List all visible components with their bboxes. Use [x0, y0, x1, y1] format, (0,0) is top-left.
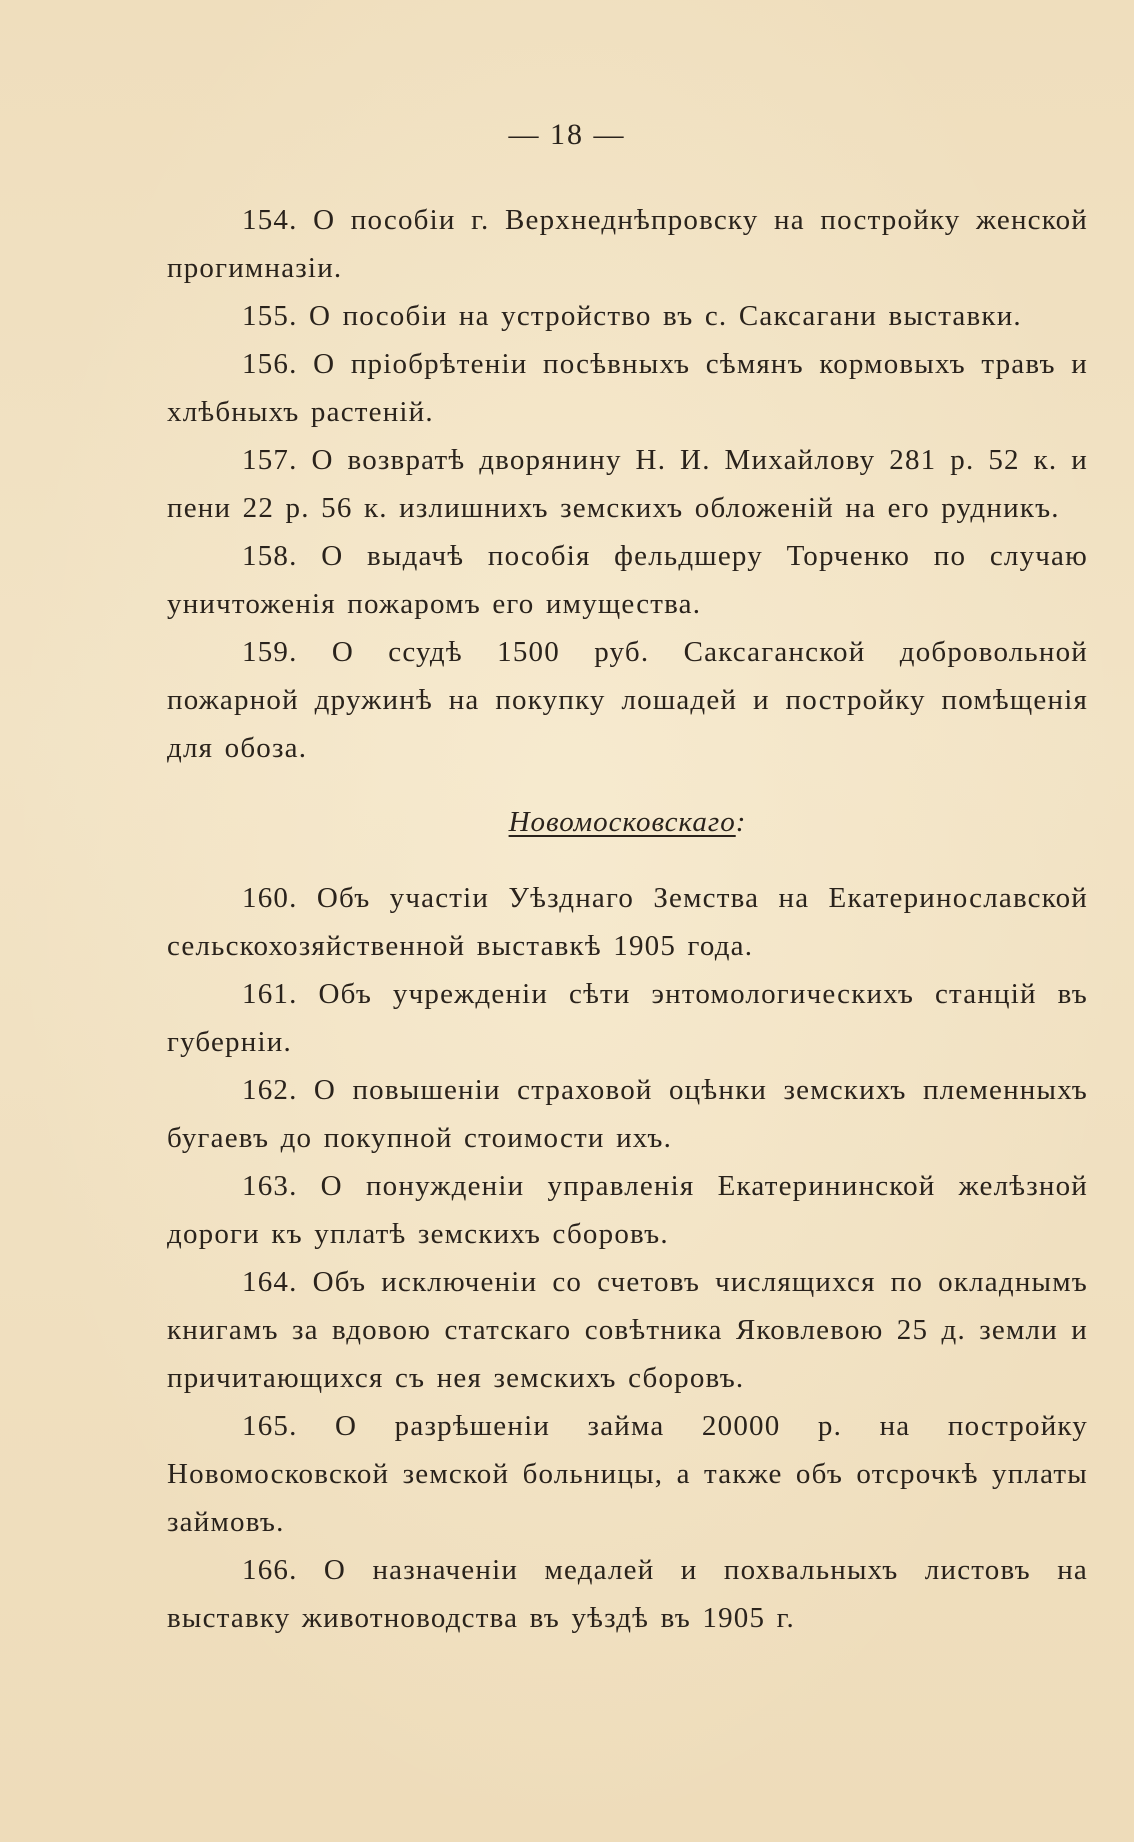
- paragraph-158: 158. О выдачѣ пособія фельдшеру Торченко по случаю уничтоженія пожаромъ его имущества.: [167, 540, 1088, 620]
- section-heading-colon: :: [735, 806, 747, 838]
- paragraph-161: 161. Объ учрежденіи сѣти энтомологическихъ станцій въ губерніи.: [167, 978, 1088, 1058]
- paragraph-157: 157. О возвратѣ дворянину Н. И. Михайлову 281 р. 52 к. и пени 22 р. 56 к. излишнихъ земскихъ обложеній на его рудникъ.: [167, 444, 1088, 524]
- section-heading-title: Новомосковскаго: [508, 806, 736, 838]
- section-heading: [167, 798, 1088, 846]
- page-number: — 18 —: [508, 118, 626, 151]
- paragraph-163: 163. О понужденіи управленія Екатерининской желѣзной дороги къ уплатѣ земскихъ сборовъ.: [167, 1170, 1088, 1250]
- paragraph-160: 160. Объ участіи Уѣзднаго Земства на Екатеринославской сельскохозяйственной выставкѣ 1905 года.: [167, 882, 1088, 962]
- paragraph-165: 165. О разрѣшеніи займа 20000 р. на постройку Новомосковской земской больницы, а также объ отсрочкѣ уплаты займовъ.: [167, 1410, 1088, 1538]
- paragraph-156: 156. О пріобрѣтеніи посѣвныхъ сѣмянъ кормовыхъ травъ и хлѣбныхъ растеній.: [167, 348, 1088, 428]
- paragraph-162: 162. О повышеніи страховой оцѣнки земскихъ племенныхъ бугаевъ до покупной стоимости ихъ.: [167, 1074, 1088, 1154]
- paragraph-166: 166. О назначеніи медалей и похвальныхъ листовъ на выставку животноводства въ уѣздѣ въ 1905 г.: [167, 1554, 1088, 1634]
- paragraph-159: 159. О ссудѣ 1500 руб. Саксаганской добровольной пожарной дружинѣ на покупку лошадей и постройку помѣщенія для обоза.: [167, 636, 1088, 764]
- paragraph-155: 155. О пособіи на устройство въ с. Саксагани выставки.: [242, 300, 1022, 332]
- paragraph-154: 154. О пособіи г. Верхнеднѣпровску на постройку женской прогимназіи.: [167, 204, 1088, 284]
- paragraph-164: 164. Объ исключеніи со счетовъ числящихся по окладнымъ книгамъ за вдовою статскаго совѣтника Яковлевою 25 д. земли и причитающихся съ нея земскихъ сборовъ.: [167, 1266, 1088, 1394]
- document-body: [167, 196, 1088, 1642]
